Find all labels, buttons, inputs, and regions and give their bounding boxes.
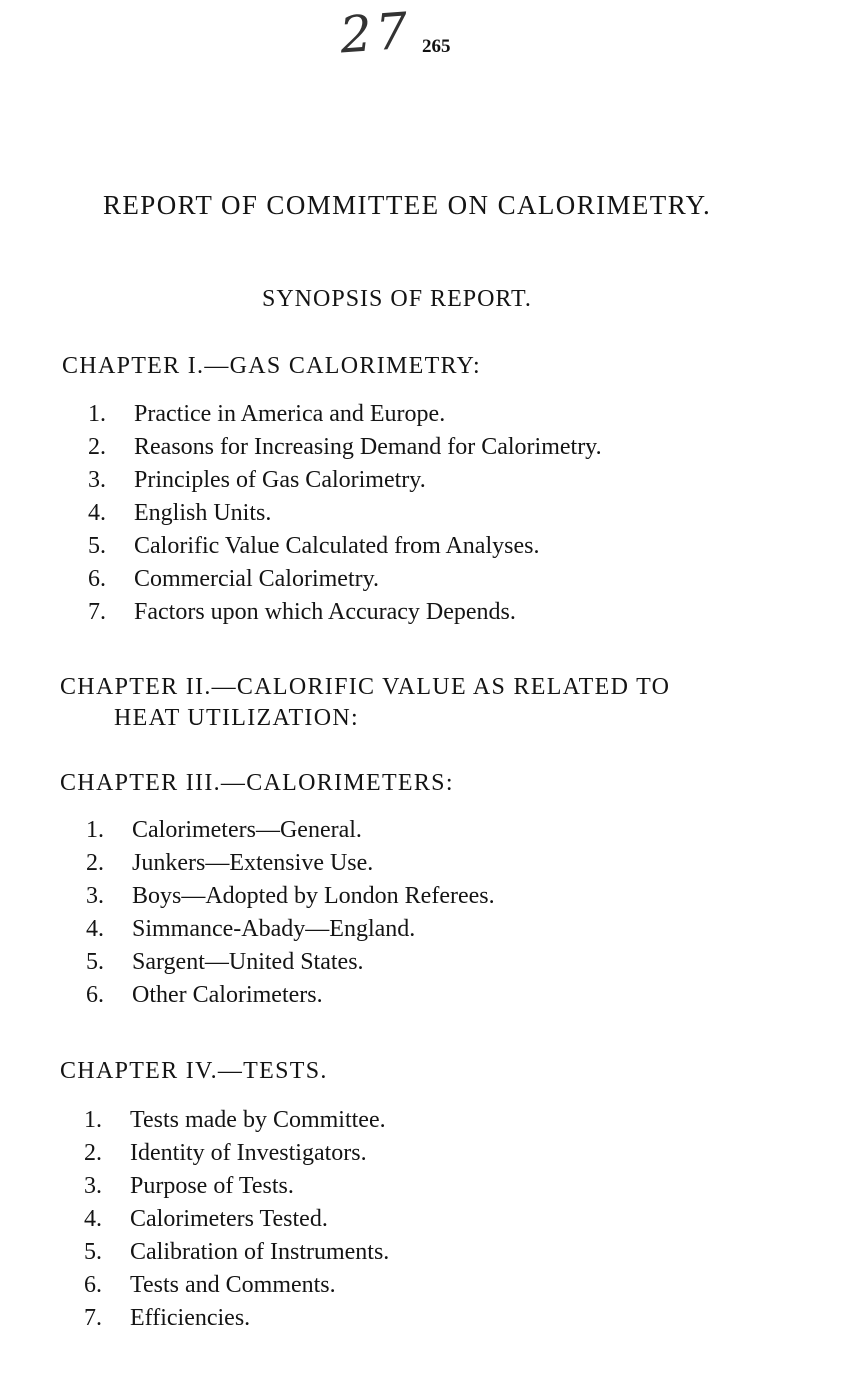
chapter-2-heading [60, 672, 670, 734]
report-title: REPORT OF COMMITTEE ON CALORIMETRY. [103, 190, 712, 220]
item-number: 4. [88, 500, 106, 526]
item-text: Other Calorimeters. [132, 982, 323, 1008]
item-number: 5. [88, 533, 106, 559]
list-item [88, 431, 602, 464]
chapter-3-list [86, 814, 495, 1012]
item-text: Tests made by Committee. [130, 1107, 386, 1133]
item-number: 3. [88, 467, 106, 493]
list-item [84, 1104, 389, 1137]
chapter-4-list [84, 1104, 389, 1335]
item-number: 4. [84, 1206, 102, 1232]
chapter-2-heading-line2: HEAT UTILIZATION: [114, 705, 359, 731]
item-text: Calibration of Instruments. [130, 1239, 390, 1265]
item-text: Factors upon which Accuracy Depends. [134, 599, 516, 625]
item-text: Sargent—United States. [132, 949, 364, 975]
list-item [86, 979, 495, 1012]
list-item [84, 1170, 389, 1203]
item-number: 6. [84, 1272, 102, 1298]
item-text: Junkers—Extensive Use. [132, 850, 374, 876]
list-item [86, 847, 495, 880]
item-text: Simmance-Abady—England. [132, 916, 416, 942]
item-number: 1. [88, 401, 106, 427]
item-number: 1. [84, 1107, 102, 1133]
list-item [88, 497, 602, 530]
item-text: Boys—Adopted by London Referees. [132, 883, 495, 909]
list-item [88, 398, 602, 431]
synopsis-title: SYNOPSIS OF REPORT. [262, 286, 532, 312]
item-text: Commercial Calorimetry. [134, 566, 380, 592]
handwritten-annotation: 27 [338, 1, 414, 65]
item-text: Calorific Value Calculated from Analyses. [134, 533, 540, 559]
item-number: 7. [84, 1305, 102, 1331]
item-number: 2. [84, 1140, 102, 1166]
list-item [86, 913, 495, 946]
list-item [88, 596, 602, 629]
item-number: 3. [84, 1173, 102, 1199]
item-number: 5. [84, 1239, 102, 1265]
list-item [84, 1236, 389, 1269]
item-number: 2. [88, 434, 106, 460]
item-text: Practice in America and Europe. [134, 401, 446, 427]
chapter-1-list [88, 398, 602, 629]
item-text: Efficiencies. [130, 1305, 251, 1331]
chapter-2-heading-line1: CHAPTER II.—CALORIFIC VALUE AS RELATED TO [60, 674, 671, 700]
chapter-4-heading: CHAPTER IV.—TESTS. [60, 1058, 328, 1084]
list-item [86, 814, 495, 847]
list-item [88, 464, 602, 497]
list-item [84, 1137, 389, 1170]
item-text: Principles of Gas Calorimetry. [134, 467, 426, 493]
item-text: Calorimeters—General. [132, 817, 362, 843]
item-number: 6. [86, 982, 104, 1008]
list-item [88, 530, 602, 563]
list-item [84, 1302, 389, 1335]
list-item [84, 1203, 389, 1236]
item-text: Identity of Investigators. [130, 1140, 367, 1166]
page-number: 265 [422, 36, 451, 57]
item-text: Tests and Comments. [130, 1272, 336, 1298]
item-text: Calorimeters Tested. [130, 1206, 328, 1232]
item-number: 1. [86, 817, 104, 843]
item-number: 7. [88, 599, 106, 625]
item-number: 2. [86, 850, 104, 876]
item-number: 3. [86, 883, 104, 909]
item-text: Purpose of Tests. [130, 1173, 294, 1199]
list-item [88, 563, 602, 596]
item-number: 6. [88, 566, 106, 592]
list-item [86, 946, 495, 979]
chapter-3-heading: CHAPTER III.—CALORIMETERS: [60, 770, 454, 796]
list-item [86, 880, 495, 913]
item-number: 4. [86, 916, 104, 942]
item-text: Reasons for Increasing Demand for Calorimetry. [134, 434, 602, 460]
item-number: 5. [86, 949, 104, 975]
list-item [84, 1269, 389, 1302]
chapter-1-heading: CHAPTER I.—GAS CALORIMETRY: [62, 353, 481, 379]
item-text: English Units. [134, 500, 272, 526]
